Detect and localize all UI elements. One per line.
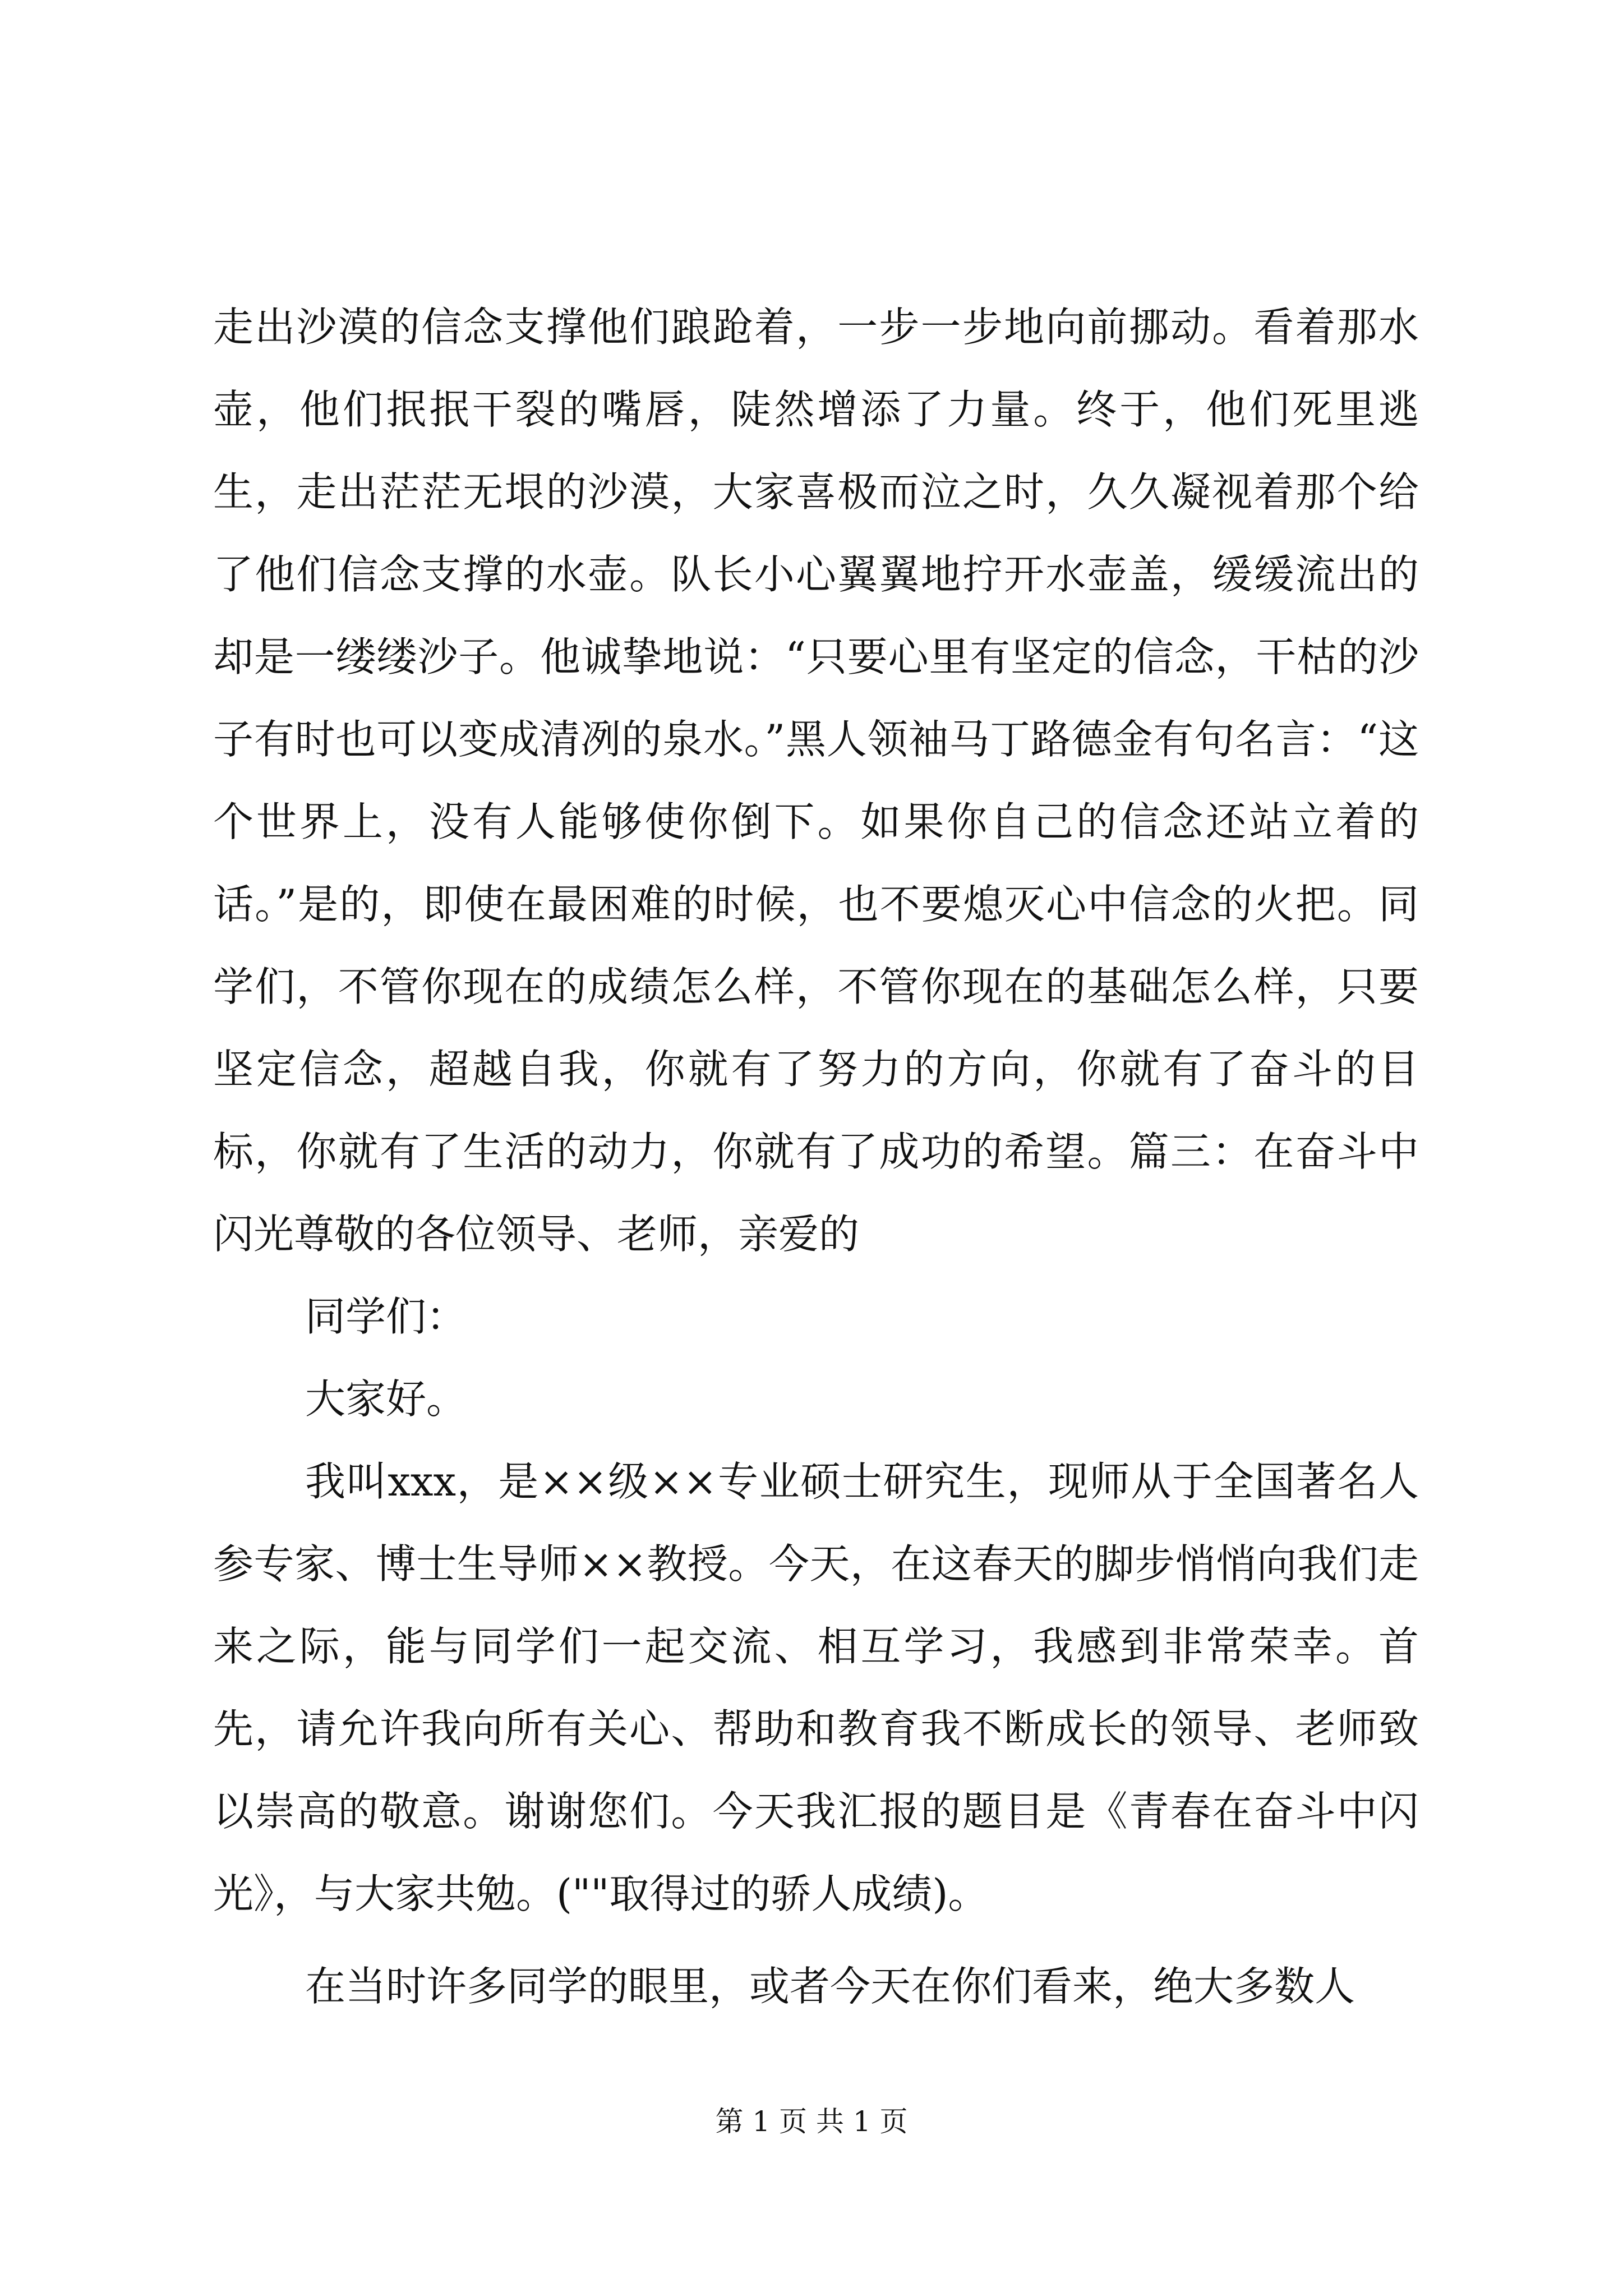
paragraph-salutation: 同学们： — [305, 1293, 467, 1340]
document-body — [213, 286, 1419, 2028]
paragraph-introduction: 我叫xxx，是××级××专业硕士研究生，现师从于全国著名人参专家、博士生导师××教授。今天，在这春天的脚步悄悄向我们走来之际，能与同学们一起交流、相互学习，我感到非常荣幸。首先，请允许我向所有关心、帮助和教育我不断成长的领导、老师致以崇高的敬意。谢谢您们。今天我汇报的题目是《青春在奋斗中闪光》，与大家共勉。(""取得过的骄人成绩)。 — [213, 1458, 1419, 1917]
page-number-footer: 第 1 页 共 1 页 — [715, 2105, 908, 2138]
paragraph-story-continuation: 走出沙漠的信念支撑他们踉跄着，一步一步地向前挪动。看着那水壶，他们抿抿干裂的嘴唇，陡然增添了力量。终于，他们死里逃生，走出茫茫无垠的沙漠，大家喜极而泣之时，久久凝视着那个给了他们信念支撑的水壶。队长小心翼翼地拧开水壶盖，缓缓流出的却是一缕缕沙子。他诚挚地说：“只要心里有坚定的信念，干枯的沙子有时也可以变成清冽的泉水。”黑人领袖马丁路德金有句名言：“这个世界上，没有人能够使你倒下。如果你自己的信念还站立着的话。”是的，即使在最困难的时候，也不要熄灭心中信念的火把。同学们，不管你现在的成绩怎么样，不管你现在的基础怎么样，只要坚定信念，超越自我，你就有了努力的方向，你就有了奋斗的目标，你就有了生活的动力，你就有了成功的希望。篇三：在奋斗中闪光尊敬的各位领导、老师，亲爱的 — [213, 303, 1419, 1258]
paragraph-closing-fragment: 在当时许多同学的眼里，或者今天在你们看来，绝大多数人 — [305, 1963, 1355, 2010]
paragraph-greeting: 大家好。 — [305, 1375, 467, 1423]
